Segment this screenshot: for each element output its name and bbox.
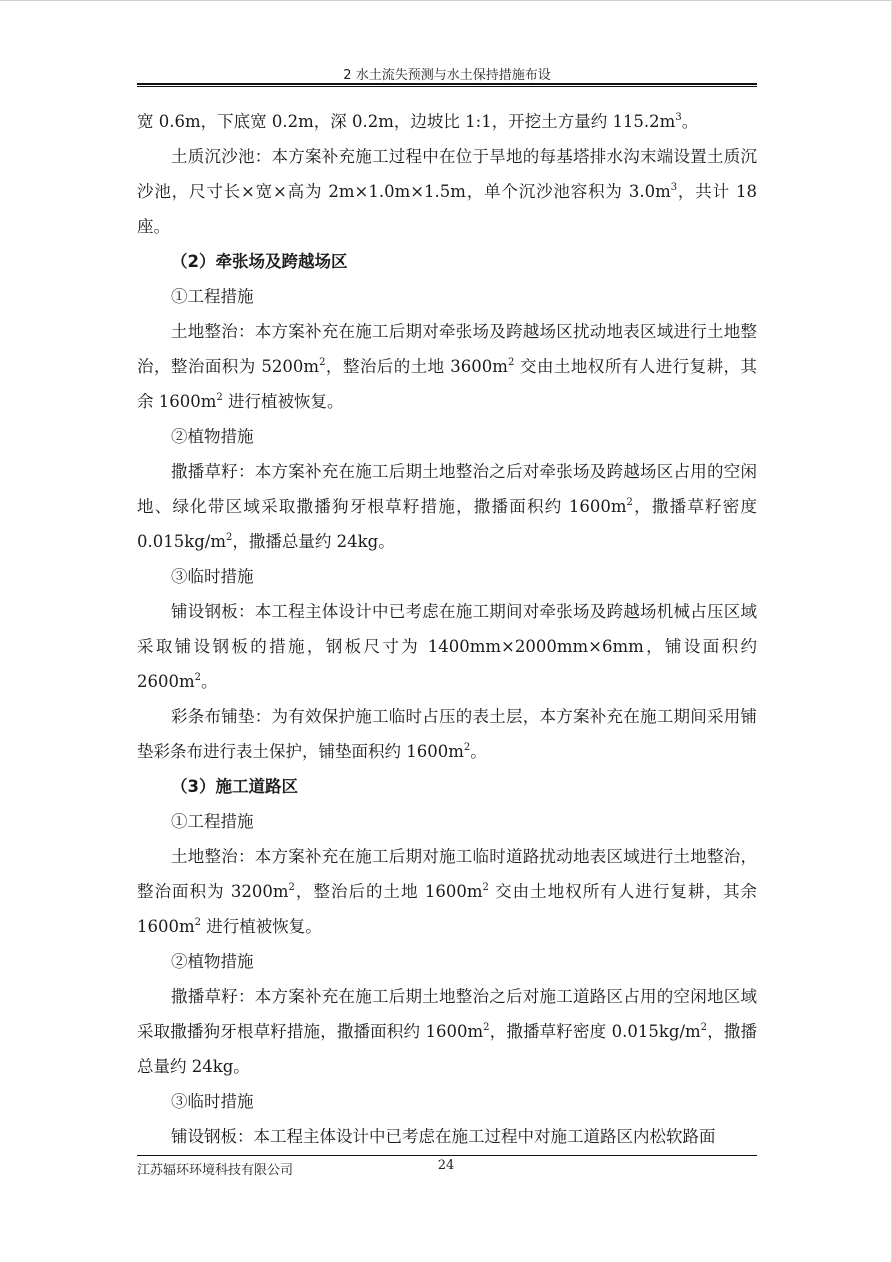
superscript: 2 xyxy=(226,532,233,543)
paragraph-grass-seeding-3 xyxy=(137,979,757,1084)
subheading-engineering-2: ①工程措施 xyxy=(171,287,254,306)
paragraph-ditch-dimensions xyxy=(137,104,757,139)
footer-rule xyxy=(137,1155,757,1156)
paragraph-land-remediation-2 xyxy=(137,314,757,419)
superscript: 2 xyxy=(194,672,202,683)
header-rule-thick xyxy=(137,83,757,85)
text-run: 铺设钢板：本工程主体设计中已考虑在施工期间对牵张场及跨越场机械占压区域采取铺设钢板的措施，钢板尺寸为 1400mm×2000mm×6mm，铺设面积约 2600m xyxy=(137,602,757,691)
header-rule-thin xyxy=(137,86,757,87)
text-run: 进行植被恢复。 xyxy=(201,917,322,936)
subheading-plant-2: ②植物措施 xyxy=(171,427,254,446)
superscript: 2 xyxy=(700,1022,708,1033)
running-header: 2 水土流失预测与水土保持措施布设 xyxy=(343,68,551,83)
text-run: 土地整治：本方案补充在施工后期对牵张场及跨越场区扰动地表区域进行土地整治，整治面积为 5200m xyxy=(137,322,757,376)
paragraph-tarp-cover xyxy=(137,699,757,769)
text-run: 撒播草籽：本方案补充在施工后期土地整治之后对施工道路区占用的空闲地区域采取撒播狗牙根草籽措施，撒播面积约 1600m xyxy=(137,987,757,1041)
section-heading-2: （2）牵张场及跨越场区 xyxy=(171,252,348,271)
text-run: 。 xyxy=(201,672,218,691)
text-run: ，整治后的土地 3600m xyxy=(325,357,508,376)
text-run: ，撒播总量约 24kg。 xyxy=(232,532,395,551)
superscript: 2 xyxy=(319,357,326,368)
section-heading-3: （3）施工道路区 xyxy=(171,777,298,796)
superscript: 2 xyxy=(194,917,202,928)
text-run: 土地整治：本方案补充在施工后期对施工临时道路扰动地表区域进行土地整治，整治面积为 3200m xyxy=(137,847,757,901)
text-run: ，共计 18 座。 xyxy=(137,182,757,236)
text-run: ，撒播总量约 24kg。 xyxy=(137,1022,758,1076)
paragraph-sedimentation-tank xyxy=(137,139,757,244)
text-run: 撒播草籽：本方案补充在施工后期土地整治之后对牵张场及跨越场区占用的空闲地、绿化带区域采取撒播狗牙根草籽措施，撒播面积约 1600m xyxy=(137,462,757,516)
text-run: ，撒播草籽密度 0.015kg/m xyxy=(137,497,758,551)
subheading-temporary-3: ③临时措施 xyxy=(171,1092,254,1111)
body-text xyxy=(137,104,757,1154)
subheading-plant-3: ②植物措施 xyxy=(171,952,254,971)
superscript: 2 xyxy=(463,742,471,753)
superscript: 2 xyxy=(626,497,633,508)
footer-company: 江苏辐环环境科技有限公司 xyxy=(137,1163,294,1178)
paragraph-steel-plate-2 xyxy=(137,594,757,699)
text-run: 。 xyxy=(681,112,699,131)
subheading-temporary-2: ③临时措施 xyxy=(171,567,254,586)
superscript: 2 xyxy=(482,882,489,893)
text-run: 交由土地权所有人进行复耕，其余 1600m xyxy=(137,357,757,411)
superscript: 3 xyxy=(670,182,678,193)
text-run: 土质沉沙池：本方案补充施工过程中在位于旱地的每基塔排水沟末端设置土质沉沙池，尺寸长×宽×高为 2m×1.0m×1.5m，单个沉沙池容积为 3.0m xyxy=(137,147,757,201)
superscript: 2 xyxy=(288,882,295,893)
superscript: 2 xyxy=(483,1022,490,1033)
paragraph-grass-seeding-2 xyxy=(137,454,757,559)
subheading-engineering-3: ①工程措施 xyxy=(171,812,254,831)
text-run: ，撒播草籽密度 0.015kg/m xyxy=(489,1022,701,1041)
superscript: 3 xyxy=(675,112,682,123)
text-run: 彩条布铺垫：为有效保护施工临时占压的表土层，本方案补充在施工期间采用铺垫彩条布进行表土保护，铺垫面积约 1600m xyxy=(137,707,757,761)
page-top-edge xyxy=(0,0,892,1)
text-run: 。 xyxy=(470,742,487,761)
text-run: 进行植被恢复。 xyxy=(222,392,344,411)
text-run: 宽 0.6m，下底宽 0.2m，深 0.2m，边坡比 1:1，开挖土方量约 115.2m xyxy=(137,112,676,131)
text-run: 交由土地权所有人进行复耕，其余 1600m xyxy=(137,882,757,936)
page-number: 24 xyxy=(437,1158,455,1173)
superscript: 2 xyxy=(216,392,223,403)
superscript: 2 xyxy=(507,357,515,368)
paragraph-steel-plate-3: 铺设钢板：本工程主体设计中已考虑在施工过程中对施工道路区内松软路面 xyxy=(171,1127,716,1146)
paragraph-land-remediation-3 xyxy=(137,839,757,944)
text-run: ，整治后的土地 1600m xyxy=(294,882,483,901)
